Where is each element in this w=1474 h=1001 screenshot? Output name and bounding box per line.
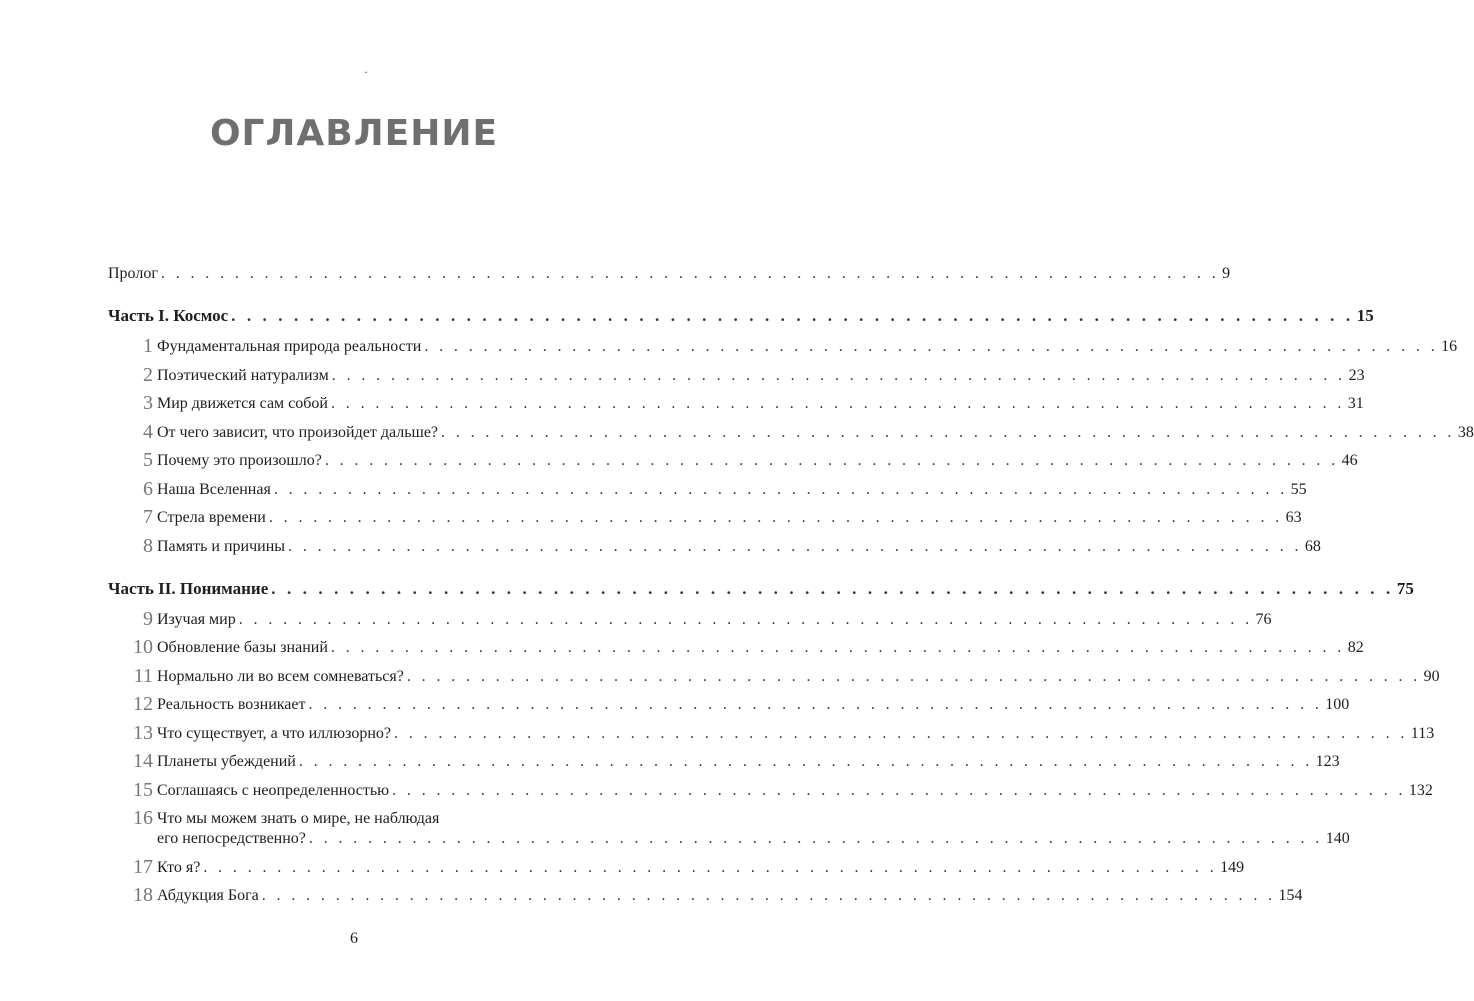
toc-chapter [108,884,1303,906]
dot-leader: . . . . . . . . . . . . . . . . . . . . . . . . . . . . . . . . . . . . . . . . . . . . . . . . . . . . . . . . . . . . . . . . . . . . . [331,366,1346,384]
dot-leader: . . . . . . . . . . . . . . . . . . . . . . . . . . . . . . . . . . . . . . . . . . . . . . . . . . . . . . . . . . . . . . . . . . . . . [308,696,1323,713]
dot-leader: . . . . . . . . . . . . . . . . . . . . . . . . . . . . . . . . . . . . . . . . . . . . . . . . . . . . . . . . . . . . . . . . . . . . . [268,509,1283,526]
chapter-page: 140 [1325,830,1350,847]
chapter-page: 123 [1315,753,1340,770]
dot-leader: . . . . . . . . . . . . . . . . . . . . . . . . . . . . . . . . . . . . . . . . . . . . . . . . . . . . . . . . . . . . . . . . . . . . . [308,830,1323,847]
dot-leader: . . . . . . . . . . . . . . . . . . . . . . . . . . . . . . . . . . . . . . . . . . . . . . . . . . . . . . . . . . . . . . . . . . . . . . . . [231,306,1354,325]
chapter-title: Соглашаясь с неопределенностью [157,781,390,799]
dot-leader: . . . . . . . . . . . . . . . . . . . . . . . . . . . . . . . . . . . . . . . . . . . . . . . . . . . . . . . . . . . . . . . . . . . . . [330,395,1345,412]
chapter-title: Фундаментальная природа реальности [157,338,422,355]
chapter-page: 63 [1285,509,1302,526]
toc-chapter [108,534,1321,557]
chapter-page: 23 [1348,366,1365,384]
toc-part-1 [108,306,1374,326]
chapter-title: Почему это произошло? [157,452,322,469]
chapter-title: Что существует, а что иллюзорно? [157,724,391,742]
chapter-number: 7 [143,506,153,528]
chapter-title: Стрела времени [157,509,266,526]
chapter-page: 31 [1347,395,1364,412]
chapter-page: 113 [1410,724,1435,742]
chapter-title: Изучая мир [157,610,236,628]
page-number: 6 [350,930,358,947]
toc-chapter [108,392,1364,414]
toc-entry-label: Пролог [108,265,158,282]
dot-leader: . . . . . . . . . . . . . . . . . . . . . . . . . . . . . . . . . . . . . . . . . . . . . . . . . . . . . . . . . . . . . . . . . . . . . [324,452,1339,469]
page-title: ОГЛАВЛЕНИЕ [209,113,499,154]
chapter-number: 10 [133,636,153,658]
toc-chapter [108,721,1435,744]
toc-chapter [108,506,1302,528]
toc-chapter [108,750,1340,772]
toc-chapter [108,607,1272,630]
dot-leader: . . . . . . . . . . . . . . . . . . . . . . . . . . . . . . . . . . . . . . . . . . . . . . . . . . . . . . . . . . . . . . . . . . . . . [406,667,1421,685]
chapter-number: 2 [143,363,153,386]
toc-chapter [108,636,1364,658]
chapter-page: 55 [1290,480,1307,498]
chapter-number: 15 [133,778,153,801]
chapter-number: 8 [143,534,153,557]
chapter-number: 18 [133,884,153,906]
chapter-title: Нормально ли во всем сомневаться? [157,667,404,685]
chapter-title: его непосредственно? [157,830,306,847]
dot-leader: . . . . . . . . . . . . . . . . . . . . . . . . . . . . . . . . . . . . . . . . . . . . . . . . . . . . . . . . . . . . . . . . . . . . . [441,423,1455,441]
chapter-title-line-1: Что мы можем знать о мире, не наблюдая [157,810,440,827]
toc-chapter [108,778,1433,801]
chapter-number: 9 [143,607,153,630]
chapter-number: 14 [133,750,153,772]
toc-chapter [108,420,1474,443]
chapter-page: 38 [1457,423,1474,441]
chapter-number: 4 [143,420,153,443]
toc-entry-page: 9 [1222,265,1231,282]
toc-chapter [108,335,1458,357]
toc-part-page: 75 [1396,578,1414,598]
chapter-number: 1 [143,335,153,357]
dot-leader: . . . . . . . . . . . . . . . . . . . . . . . . . . . . . . . . . . . . . . . . . . . . . . . . . . . . . . . . . . . . . . . . . . . . . [261,887,1276,904]
chapter-number: 16 [133,807,153,829]
chapter-page: 76 [1255,610,1272,628]
chapter-title: Обновление базы знаний [157,639,328,656]
toc-chapter [108,693,1350,715]
chapter-title: Поэтический натурализм [157,366,329,384]
dot-leader: . . . . . . . . . . . . . . . . . . . . . . . . . . . . . . . . . . . . . . . . . . . . . . . . . . . . . . . . . . . . . . . . . . . . . [393,724,1408,742]
chapter-page: 132 [1408,781,1433,799]
chapter-number: 11 [133,664,153,687]
dot-leader: . . . . . . . . . . . . . . . . . . . . . . . . . . . . . . . . . . . . . . . . . . . . . . . . . . . . . . . . . . . . . . . . . . . . . . . . [160,265,1220,282]
toc-chapter [108,855,1245,878]
dot-leader: . . . . . . . . . . . . . . . . . . . . . . . . . . . . . . . . . . . . . . . . . . . . . . . . . . . . . . . . . . . . . . . . . . . . . [330,639,1345,656]
chapter-number: 12 [133,693,153,715]
dot-leader: . . . . . . . . . . . . . . . . . . . . . . . . . . . . . . . . . . . . . . . . . . . . . . . . . . . . . . . . . . . . . . . . . . . . . [273,480,1288,498]
chapter-title: Наша Вселенная [157,480,271,498]
chapter-number: 6 [143,477,153,500]
toc-chapter [108,449,1358,471]
dot-leader: . . . . . . . . . . . . . . . . . . . . . . . . . . . . . . . . . . . . . . . . . . . . . . . . . . . . . . . . . . . . . . . . . . . . . . . . [271,578,1394,598]
chapter-page: 82 [1347,639,1364,656]
dot-leader: . . . . . . . . . . . . . . . . . . . . . . . . . . . . . . . . . . . . . . . . . . . . . . . . . . . . . . . . . . . . . . . . . . . . . [392,781,1406,799]
toc-part-label: Часть I. Космос [108,306,229,325]
chapter-page: 68 [1304,537,1321,555]
top-dot-mark: · [364,65,368,79]
dot-leader: . . . . . . . . . . . . . . . . . . . . . . . . . . . . . . . . . . . . . . . . . . . . . . . . . . . . . . . . . . . . . . . . . . . . . [203,858,1218,876]
toc-chapter [108,477,1307,500]
toc-part-2 [108,578,1414,599]
chapter-number: 13 [133,721,153,744]
chapter-number: 17 [133,855,153,878]
toc-chapter [108,807,1350,849]
toc-part-label: Часть II. Понимание [108,578,269,598]
chapter-page: 100 [1325,696,1350,713]
chapter-number: 5 [143,449,153,471]
chapter-title: Мир движется сам собой [157,395,328,412]
chapter-title: Память и причины [157,537,286,555]
toc-chapter [108,664,1440,687]
chapter-page: 149 [1220,858,1245,876]
dot-leader: . . . . . . . . . . . . . . . . . . . . . . . . . . . . . . . . . . . . . . . . . . . . . . . . . . . . . . . . . . . . . . . . . . . . . [424,338,1439,355]
table-of-contents [108,264,1474,915]
chapter-number: 3 [143,392,153,414]
chapter-title: От чего зависит, что произойдет дальше? [157,423,439,441]
chapter-title: Реальность возникает [157,696,306,713]
chapter-page: 46 [1341,452,1358,469]
chapter-page: 90 [1423,667,1440,685]
toc-entry-prologue [108,264,1231,284]
chapter-page: 16 [1441,338,1458,355]
chapter-title: Планеты убеждений [157,753,296,770]
toc-part-page: 15 [1356,306,1374,325]
toc-chapter [108,363,1365,386]
chapter-title: Абдукция Бога [157,887,259,904]
chapter-title: Кто я? [157,858,201,876]
dot-leader: . . . . . . . . . . . . . . . . . . . . . . . . . . . . . . . . . . . . . . . . . . . . . . . . . . . . . . . . . . . . . . . . . . . . . [238,610,1253,628]
chapter-page: 154 [1278,887,1303,904]
dot-leader: . . . . . . . . . . . . . . . . . . . . . . . . . . . . . . . . . . . . . . . . . . . . . . . . . . . . . . . . . . . . . . . . . . . . . [288,537,1302,555]
dot-leader: . . . . . . . . . . . . . . . . . . . . . . . . . . . . . . . . . . . . . . . . . . . . . . . . . . . . . . . . . . . . . . . . . . . . . [298,753,1313,770]
